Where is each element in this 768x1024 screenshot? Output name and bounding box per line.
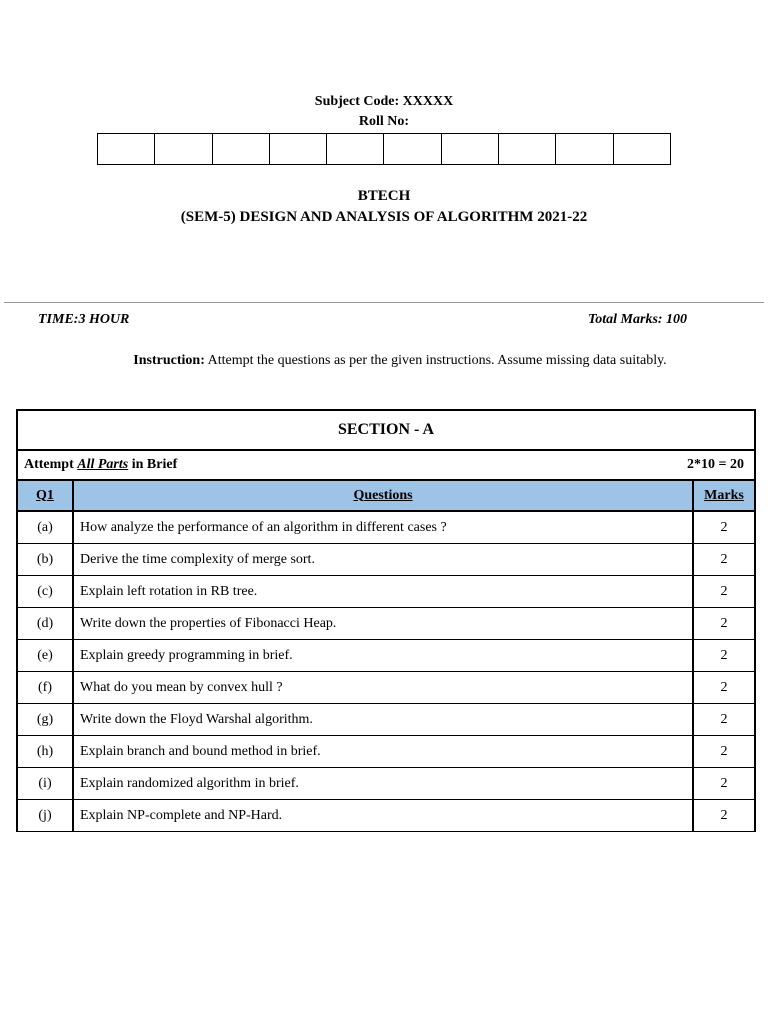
question-text: Write down the Floyd Warshal algorithm. — [73, 704, 693, 736]
column-header-marks: Marks — [693, 480, 755, 511]
program-name: BTECH — [357, 188, 411, 204]
roll-digit-box — [384, 134, 441, 164]
question-marks: 2 — [693, 576, 755, 608]
question-number: (h) — [17, 736, 73, 768]
instruction — [0, 353, 768, 369]
instruction-text: Attempt the questions as per the given instructions. Assume missing data suitably. — [204, 353, 667, 368]
question-marks: 2 — [693, 608, 755, 640]
question-row — [17, 768, 755, 800]
question-marks: 2 — [693, 511, 755, 544]
question-row — [17, 576, 755, 608]
question-number: (a) — [17, 511, 73, 544]
subject-code: Subject Code: XXXXX — [314, 94, 454, 109]
question-row — [17, 640, 755, 672]
roll-digit-box — [98, 134, 155, 164]
roll-digit-box — [213, 134, 270, 164]
question-marks: 2 — [693, 704, 755, 736]
marks-formula: 2*10 = 20 — [687, 457, 744, 472]
question-text: Explain left rotation in RB tree. — [73, 576, 693, 608]
question-row — [17, 608, 755, 640]
question-text: Explain greedy programming in brief. — [73, 640, 693, 672]
roll-no-label: Roll No: — [358, 114, 410, 129]
question-marks: 2 — [693, 672, 755, 704]
roll-digit-box — [499, 134, 556, 164]
attempt-row — [17, 450, 755, 480]
questions-body — [17, 511, 755, 832]
roll-digit-box — [556, 134, 613, 164]
question-text: What do you mean by convex hull ? — [73, 672, 693, 704]
section-title: SECTION - A — [17, 410, 755, 450]
section-title-row — [17, 410, 755, 450]
question-row — [17, 800, 755, 832]
question-text: Explain branch and bound method in brief. — [73, 736, 693, 768]
roll-digit-box — [270, 134, 327, 164]
question-marks: 2 — [693, 800, 755, 832]
column-header-no: Q1 — [17, 480, 73, 511]
question-marks: 2 — [693, 768, 755, 800]
roll-digit-box — [614, 134, 670, 164]
question-number: (f) — [17, 672, 73, 704]
question-text: How analyze the performance of an algorithm in different cases ? — [73, 511, 693, 544]
question-number: (j) — [17, 800, 73, 832]
column-header-questions: Questions — [73, 480, 693, 511]
attempt-suffix: in Brief — [128, 457, 178, 472]
question-marks: 2 — [693, 736, 755, 768]
question-text: Write down the properties of Fibonacci Heap. — [73, 608, 693, 640]
attempt-instruction — [24, 457, 177, 473]
question-number: (e) — [17, 640, 73, 672]
question-marks: 2 — [693, 544, 755, 576]
question-row — [17, 544, 755, 576]
header-divider — [4, 302, 764, 303]
table-header-row — [17, 480, 755, 511]
question-number: (c) — [17, 576, 73, 608]
question-number: (d) — [17, 608, 73, 640]
exam-time: TIME:3 HOUR — [38, 312, 130, 327]
exam-title: (SEM-5) DESIGN AND ANALYSIS OF ALGORITHM 2021-22 — [180, 209, 588, 225]
question-marks: 2 — [693, 640, 755, 672]
question-text: Explain randomized algorithm in brief. — [73, 768, 693, 800]
roll-number-boxes — [97, 133, 671, 165]
question-number: (i) — [17, 768, 73, 800]
question-number: (b) — [17, 544, 73, 576]
question-text: Derive the time complexity of merge sort. — [73, 544, 693, 576]
total-marks: Total Marks: 100 — [588, 312, 688, 327]
attempt-prefix: Attempt — [24, 457, 74, 472]
question-row — [17, 736, 755, 768]
question-row — [17, 511, 755, 544]
roll-digit-box — [442, 134, 499, 164]
question-number: (g) — [17, 704, 73, 736]
instruction-label: Instruction: — [133, 353, 205, 368]
question-row — [17, 704, 755, 736]
questions-table — [16, 409, 756, 832]
question-row — [17, 672, 755, 704]
question-text: Explain NP-complete and NP-Hard. — [73, 800, 693, 832]
roll-digit-box — [327, 134, 384, 164]
roll-digit-box — [155, 134, 212, 164]
attempt-emphasis: All Parts — [77, 457, 129, 472]
